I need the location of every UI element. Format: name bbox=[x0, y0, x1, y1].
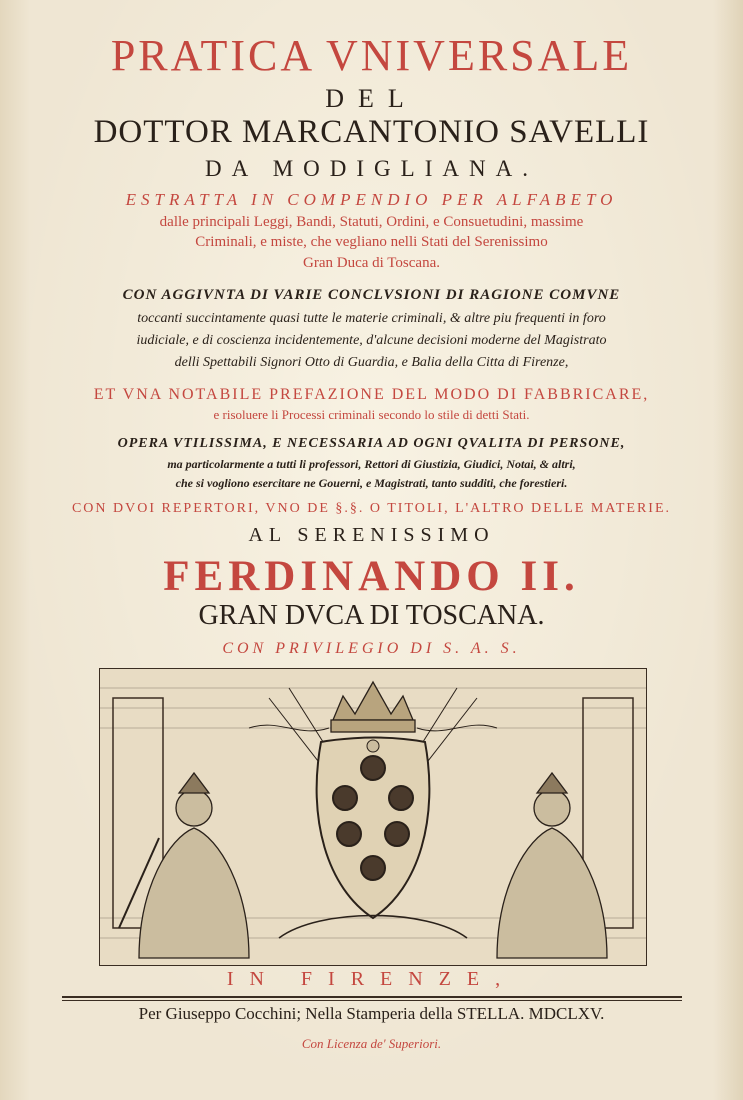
dedication-to: AL SERENISSIMO bbox=[248, 524, 495, 546]
dedication-name: FERDINANDO II. bbox=[163, 553, 580, 600]
engraving-svg bbox=[99, 668, 647, 966]
dedication-title: GRAN DVCA DI TOSCANA. bbox=[198, 600, 545, 631]
prefazione-line-1: ET VNA NOTABILE PREFAZIONE DEL MODO DI FABBRICARE, bbox=[93, 386, 650, 403]
extract-line-1: ESTRATTA IN COMPENDIO PER ALFABETO bbox=[125, 190, 618, 209]
imprint-rule-top bbox=[62, 996, 682, 998]
prefazione-line-2: e risoluere li Processi criminali secondo lo stile di detti Stati. bbox=[213, 407, 530, 422]
author-place: DA MODIGLIANA. bbox=[205, 156, 538, 181]
title-del: DEL bbox=[325, 84, 418, 113]
aggiunta-line-4: delli Spettabili Signori Otto di Guardia, e Balia della Citta di Firenze, bbox=[174, 355, 569, 370]
aggiunta-line-2: toccanti succintamente quasi tutte le materie criminali, & altre piu frequenti in foro bbox=[137, 311, 606, 326]
author-name: DOTTOR MARCANTONIO SAVELLI bbox=[93, 114, 650, 150]
imprint-rule-bottom bbox=[62, 1000, 682, 1001]
imprint-printer: Per Giuseppo Cocchini; Nella Stamperia della STELLA. MDCLXV. bbox=[138, 1004, 605, 1023]
imprint-license: Con Licenza de' Superiori. bbox=[301, 1036, 442, 1051]
book-title: PRATICA VNIVERSALE bbox=[110, 31, 633, 80]
extract-line-3: Criminali, e miste, che vegliano nelli Stati del Serenissimo bbox=[195, 234, 548, 250]
opera-line-2: ma particolarmente a tutti li professori, Rettori di Giustizia, Giudici, Notai, & altri, bbox=[167, 457, 576, 471]
aggiunta-line-3: iudiciale, e di coscienza incidentemente, d'alcune decisioni moderne del Magistrato bbox=[136, 333, 607, 348]
repertori-line: CON DVOI REPERTORI, VNO DE §.§. O TITOLI, L'ALTRO DELLE MATERIE. bbox=[71, 501, 672, 516]
extract-line-2: dalle principali Leggi, Bandi, Statuti, Ordini, e Consuetudini, massime bbox=[159, 214, 584, 230]
medici-coat-of-arms-engraving bbox=[99, 668, 647, 966]
extract-line-4: Gran Duca di Toscana. bbox=[303, 255, 440, 271]
aggiunta-line-1: CON AGGIVNTA DI VARIE CONCLVSIONI DI RAGIONE COMVNE bbox=[122, 287, 621, 303]
opera-line-3: che si vogliono esercitare ne Gouerni, e Magistrati, tanto sudditi, che forestieri. bbox=[175, 476, 568, 490]
privilegio-line: CON PRIVILEGIO DI S. A. S. bbox=[222, 640, 521, 657]
opera-line-1: OPERA VTILISSIMA, E NECESSARIA AD OGNI QVALITA DI PERSONE, bbox=[117, 436, 626, 451]
imprint-city: IN FIRENZE, bbox=[226, 968, 517, 990]
